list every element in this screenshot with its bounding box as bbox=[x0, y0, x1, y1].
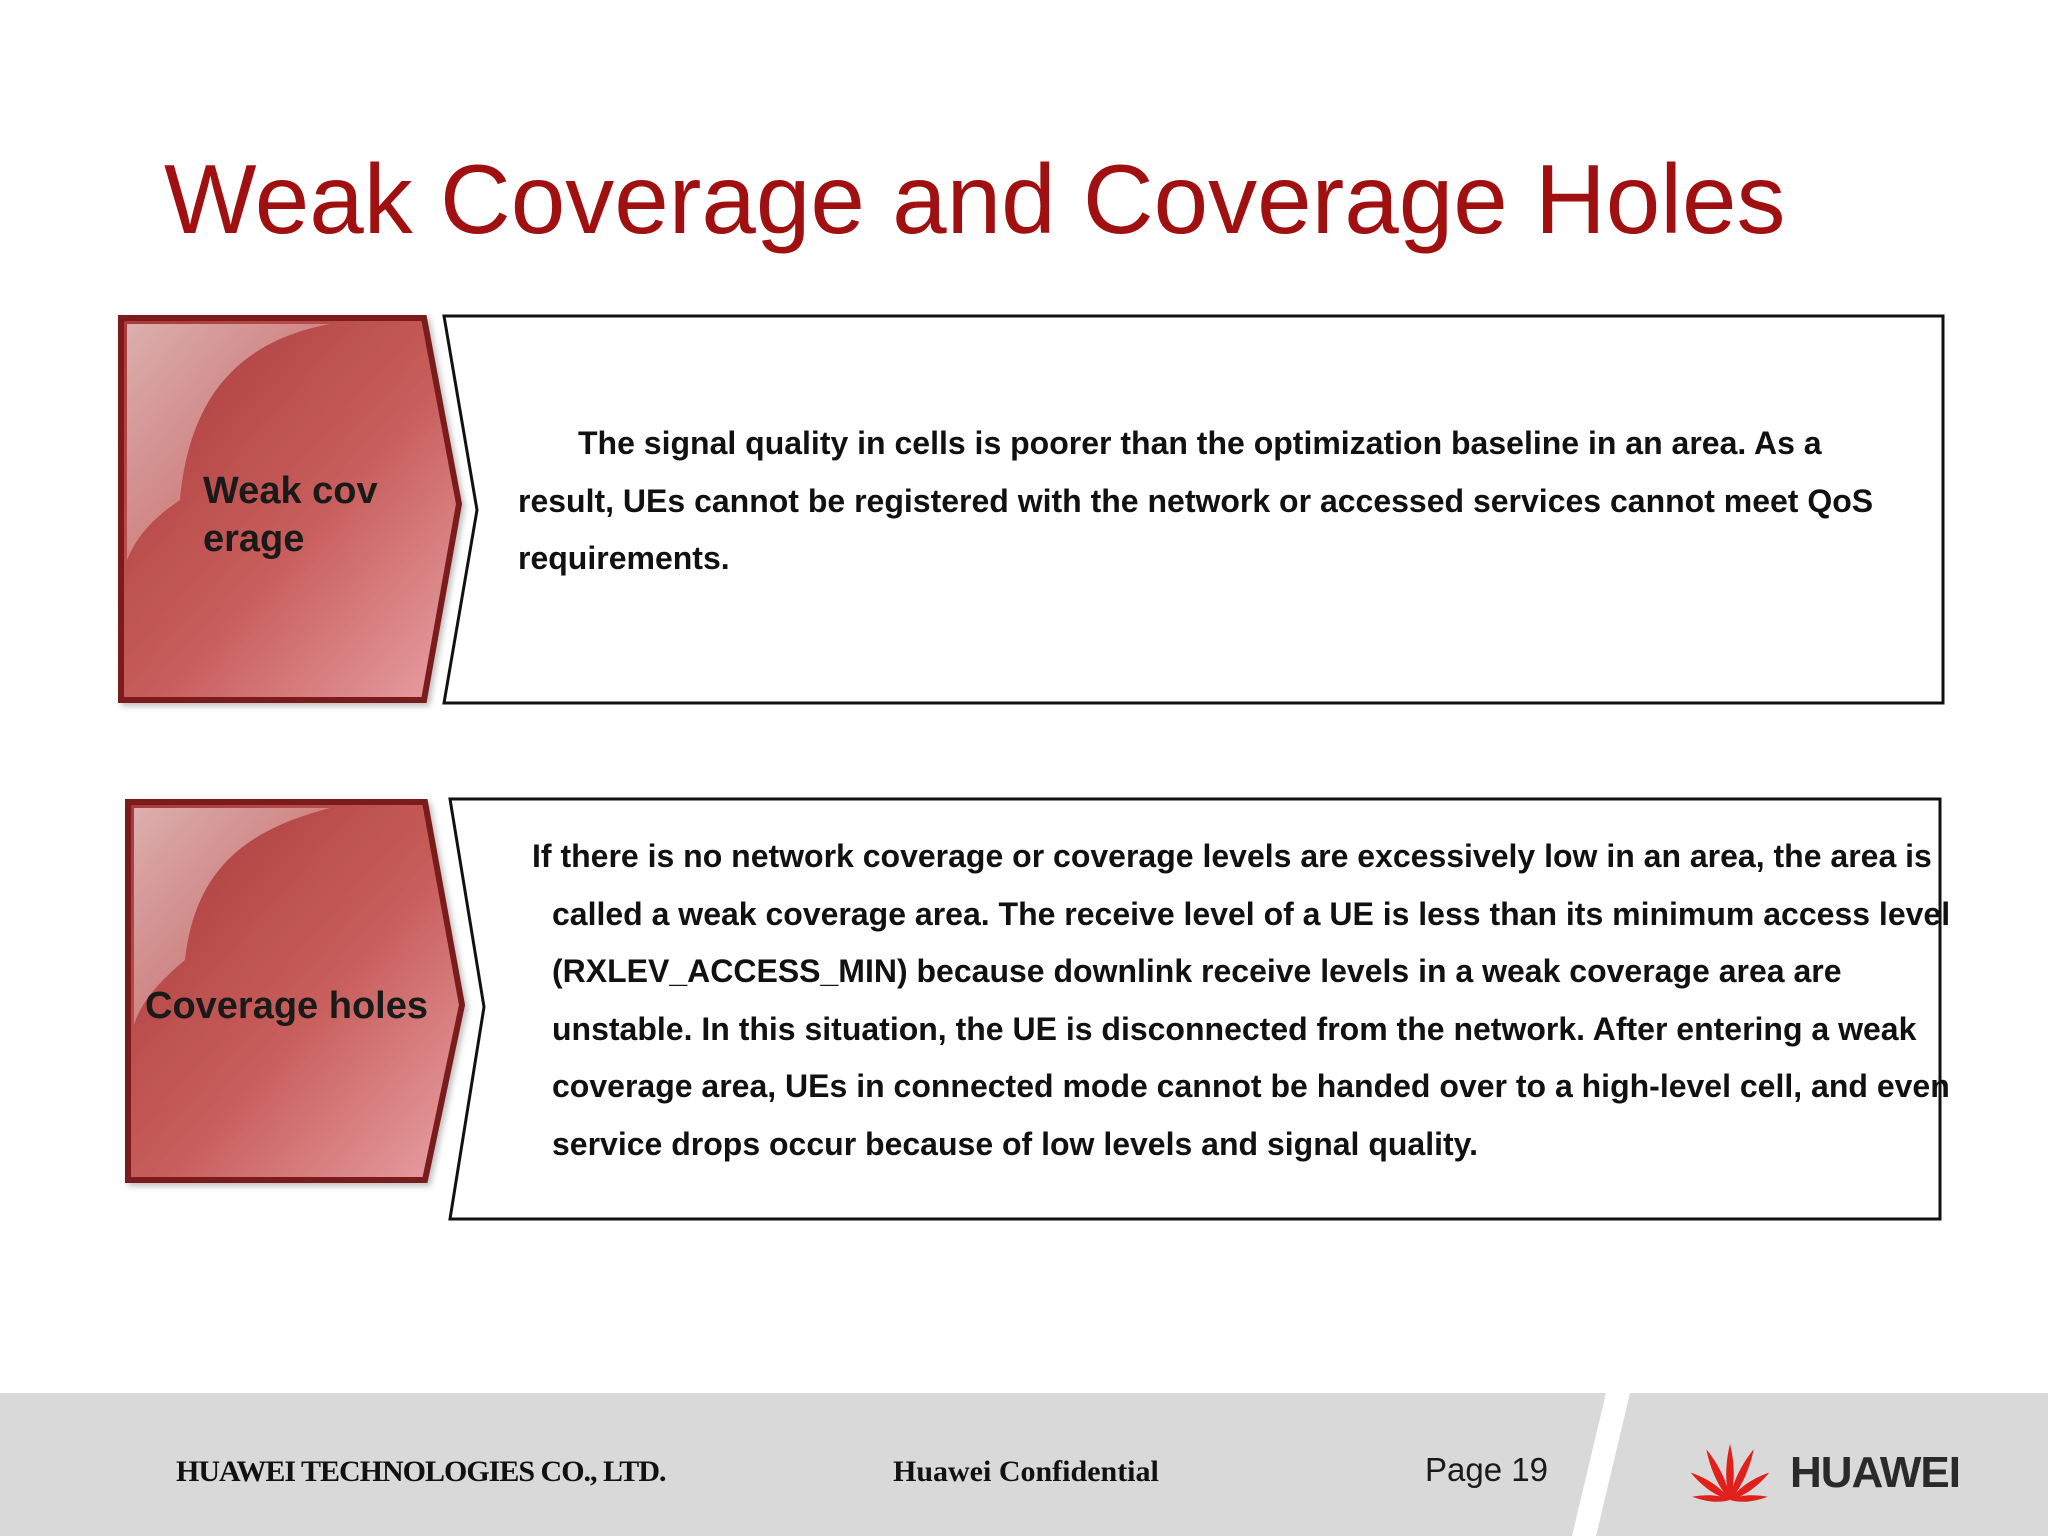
footer-confidential: Huawei Confidential bbox=[893, 1455, 1159, 1488]
weak-coverage-description: The signal quality in cells is poorer than the optimization baseline in an area. As a result, UEs cannot be registered with the network or accessed services cannot meet QoS requirements. bbox=[518, 425, 1874, 576]
coverage-holes-description: If there is no network coverage or coverage levels are excessively low in an area, the area is called a weak coverage area. The receive level of a UE is less than its minimum access level (RXLEV_ACCESS_MIN) because downlink receive levels in a weak coverage area are unstable. In this situation, the UE is disconnected from the network. After entering a weak coverage area, UEs in connected mode cannot be handed over to a high-level cell, and even service drops occur because of low levels and signal quality. bbox=[532, 838, 1951, 1162]
logo-wordmark: HUAWEI bbox=[1790, 1448, 1960, 1497]
footer-company: HUAWEI TECHNOLOGIES CO., LTD. bbox=[176, 1455, 666, 1488]
page-title: Weak Coverage and Coverage Holes bbox=[164, 144, 1786, 254]
coverage-holes-label: Coverage holes bbox=[145, 985, 428, 1027]
weak-coverage-label: Weak coverage bbox=[203, 470, 378, 560]
huawei-petal-logo-icon bbox=[1680, 1430, 1780, 1510]
page-number: Page 19 bbox=[1425, 1451, 1548, 1488]
huawei-logo bbox=[1680, 1430, 2000, 1510]
